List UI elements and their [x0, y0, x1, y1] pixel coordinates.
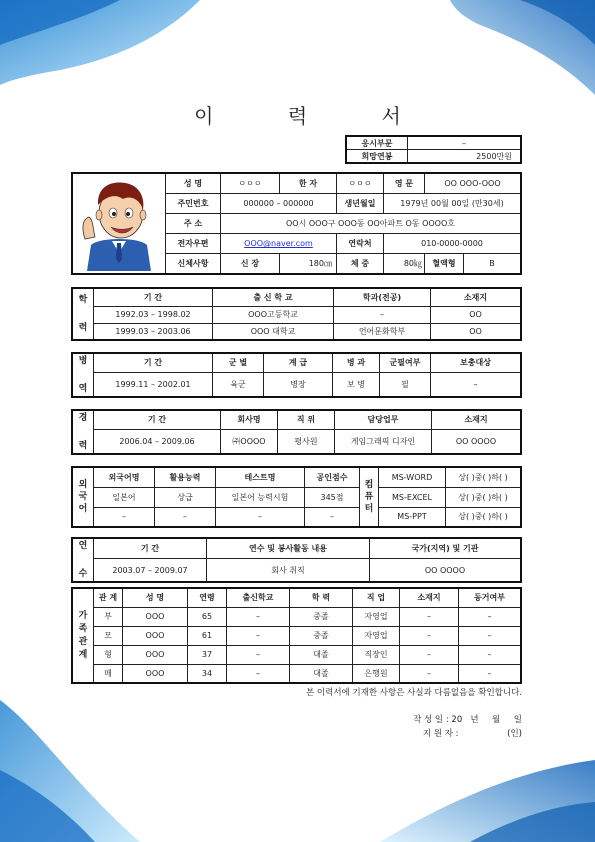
family-side-label: 가 족 관 계 [72, 588, 94, 683]
lang-name: – [94, 507, 155, 527]
height-label: 신 장 [221, 254, 280, 275]
military-side-label: 병 역 [72, 353, 94, 397]
lang-header-test: 테스트명 [216, 467, 305, 487]
family-age: 37 [188, 645, 227, 664]
name-label: 성 명 [166, 173, 221, 194]
family-age: 61 [188, 626, 227, 645]
rrn-label: 주민번호 [166, 194, 221, 214]
family-age: 34 [188, 664, 227, 683]
lang-ability: – [155, 507, 216, 527]
lang-header-name: 외국어명 [94, 467, 155, 487]
career-header-position: 직 위 [278, 410, 335, 429]
hanja-label: 한 자 [280, 173, 337, 194]
computer-skill-level: 상( )중( )하( ) [446, 467, 522, 487]
rrn-value: 000000 – 000000 [221, 194, 337, 214]
computer-skill-name: MS-EXCEL [379, 487, 446, 507]
name-value: ㅇㅇㅇ [221, 173, 280, 194]
english-name-label: 영 문 [384, 173, 425, 194]
family-header-age: 연령 [188, 588, 227, 607]
family-name: OOO [123, 607, 188, 626]
edu-header-school: 출 신 학 교 [213, 288, 334, 306]
mil-specialty: 보 병 [333, 372, 380, 397]
mil-header-branch: 군 별 [213, 353, 264, 372]
edu-header-major: 학과(전공) [334, 288, 431, 306]
career-header-location: 소재지 [432, 410, 522, 429]
training-content: 회사 취직 [207, 559, 370, 582]
table-row [72, 559, 521, 582]
mil-supplement: – [431, 372, 522, 397]
mil-completed: 필 [380, 372, 431, 397]
table-row [72, 372, 521, 397]
career-side-label: 경 력 [72, 410, 94, 454]
mil-rank: 병장 [264, 372, 333, 397]
family-header-cohabit: 동거여부 [459, 588, 522, 607]
table-row [72, 645, 521, 664]
family-job: 자영업 [353, 607, 400, 626]
training-header-institution: 국가(지역) 및 기관 [370, 538, 522, 559]
address-label: 주 소 [166, 214, 221, 234]
mil-header-completed: 군필여부 [380, 353, 431, 372]
training-side-label: 연 수 [72, 538, 94, 582]
written-date-line: 작 성 일 : 20 년 월 일 [413, 715, 522, 725]
application-info-table [345, 135, 522, 164]
computer-side-label: 컴 퓨 터 [360, 467, 379, 527]
table-row [72, 306, 521, 323]
edu-school: OOO 대학교 [213, 323, 334, 340]
edu-major: – [334, 306, 431, 323]
email-label: 전자우편 [166, 234, 221, 254]
family-school: – [227, 664, 290, 683]
email-value[interactable]: OOO@naver.com [244, 239, 313, 248]
table-row [72, 507, 521, 527]
lang-name: 일본어 [94, 487, 155, 507]
lang-header-score: 공인점수 [305, 467, 360, 487]
blood-label: 혈액형 [425, 254, 464, 275]
family-header-job: 직 업 [353, 588, 400, 607]
family-school: – [227, 645, 290, 664]
family-job: 은행원 [353, 664, 400, 683]
family-education: 대졸 [290, 645, 353, 664]
body-label: 신체사항 [166, 254, 221, 275]
career-header-duty: 담당업무 [335, 410, 432, 429]
address-value: OO시 OOO구 OOO동 OO아파트 O동 OOOO호 [221, 214, 522, 234]
contact-value: 010-0000-0000 [384, 234, 522, 254]
edu-period: 1999.03 – 2003.06 [94, 323, 213, 340]
career-period: 2006.04 – 2009.06 [94, 429, 221, 454]
birth-value: 1979년 00월 00일 (만30세) [384, 194, 522, 214]
profile-photo [72, 173, 166, 274]
weight-value: 80㎏ [384, 254, 425, 275]
career-company: ㈜OOOO [221, 429, 278, 454]
table-row [72, 487, 521, 507]
hanja-value: ㅇㅇㅇ [337, 173, 384, 194]
family-school: – [227, 626, 290, 645]
cartoon-man-avatar [79, 175, 159, 271]
email-link[interactable] [221, 234, 337, 254]
education-table [71, 287, 522, 341]
training-header-content: 연수 및 봉사활동 내용 [207, 538, 370, 559]
family-cohabit: – [459, 607, 522, 626]
family-job: 자영업 [353, 626, 400, 645]
career-table [71, 409, 522, 455]
salary-value: 2500만원 [408, 150, 522, 164]
career-position: 평사원 [278, 429, 335, 454]
family-relation: 부 [94, 607, 123, 626]
page-title: 이 력 서 [194, 104, 435, 128]
table-row [72, 664, 521, 683]
language-computer-table [71, 466, 522, 528]
family-cohabit: – [459, 626, 522, 645]
computer-skill-level: 상( )중( )하( ) [446, 487, 522, 507]
mil-header-supplement: 보충대상 [431, 353, 522, 372]
family-education: 대졸 [290, 664, 353, 683]
contact-label: 연락처 [337, 234, 384, 254]
family-name: OOO [123, 645, 188, 664]
blood-value: B [464, 254, 522, 275]
training-header-period: 기 간 [94, 538, 207, 559]
family-relation: 형 [94, 645, 123, 664]
mil-branch: 육군 [213, 372, 264, 397]
computer-skill-name: MS-WORD [379, 467, 446, 487]
training-institution: OO OOOO [370, 559, 522, 582]
applicant-signature-line: 지 원 자 : (인) [422, 729, 522, 739]
birth-label: 생년월일 [337, 194, 384, 214]
family-name: OOO [123, 664, 188, 683]
edu-header-period: 기 간 [94, 288, 213, 306]
family-education: 중졸 [290, 626, 353, 645]
career-location: OO OOOO [432, 429, 522, 454]
family-header-location: 소재지 [400, 588, 459, 607]
position-value: – [408, 136, 522, 150]
family-name: OOO [123, 626, 188, 645]
mil-period: 1999.11 – 2002.01 [94, 372, 213, 397]
profile-table [71, 172, 522, 275]
family-relation: 매 [94, 664, 123, 683]
mil-header-rank: 계 급 [264, 353, 333, 372]
computer-skill-level: 상( )중( )하( ) [446, 507, 522, 527]
family-header-school: 출신학교 [227, 588, 290, 607]
family-header-name: 성 명 [123, 588, 188, 607]
training-table [71, 537, 522, 583]
family-location: – [400, 607, 459, 626]
career-header-company: 회사명 [221, 410, 278, 429]
military-table [71, 352, 522, 398]
family-location: – [400, 645, 459, 664]
family-location: – [400, 664, 459, 683]
family-job: 직장인 [353, 645, 400, 664]
career-header-period: 기 간 [94, 410, 221, 429]
career-duty: 게임그래픽 디자인 [335, 429, 432, 454]
edu-location: OO [431, 306, 522, 323]
family-education: 중졸 [290, 607, 353, 626]
mil-header-period: 기 간 [94, 353, 213, 372]
family-relation: 모 [94, 626, 123, 645]
lang-ability: 상급 [155, 487, 216, 507]
english-name-value: OO OOO-OOO [425, 173, 522, 194]
family-cohabit: – [459, 645, 522, 664]
position-label: 응시부문 [346, 136, 408, 150]
family-table [71, 587, 522, 684]
weight-label: 체 중 [337, 254, 384, 275]
family-header-relation: 관 계 [94, 588, 123, 607]
edu-period: 1992.03 – 1998.02 [94, 306, 213, 323]
table-row [72, 626, 521, 645]
table-row [72, 429, 521, 454]
edu-header-location: 소재지 [431, 288, 522, 306]
lang-header-ability: 활용능력 [155, 467, 216, 487]
height-value: 180㎝ [280, 254, 337, 275]
edu-major: 언어문화학부 [334, 323, 431, 340]
lang-score: 345점 [305, 487, 360, 507]
computer-skill-name: MS-PPT [379, 507, 446, 527]
family-school: – [227, 607, 290, 626]
table-row [72, 323, 521, 340]
family-location: – [400, 626, 459, 645]
language-side-label: 외 국 어 [72, 467, 94, 527]
edu-school: OOO고등학교 [213, 306, 334, 323]
mil-header-specialty: 병 과 [333, 353, 380, 372]
salary-label: 희망연봉 [346, 150, 408, 164]
lang-score: – [305, 507, 360, 527]
education-side-label: 학 력 [72, 288, 94, 340]
family-age: 65 [188, 607, 227, 626]
training-period: 2003.07 – 2009.07 [94, 559, 207, 582]
edu-location: OO [431, 323, 522, 340]
family-cohabit: – [459, 664, 522, 683]
confirmation-statement: 본 이력서에 기재한 사항은 사실과 다름없음을 확인합니다. [306, 688, 522, 698]
family-header-education: 학 력 [290, 588, 353, 607]
table-row [72, 607, 521, 626]
lang-test: 일본어 능력시험 [216, 487, 305, 507]
lang-test: – [216, 507, 305, 527]
